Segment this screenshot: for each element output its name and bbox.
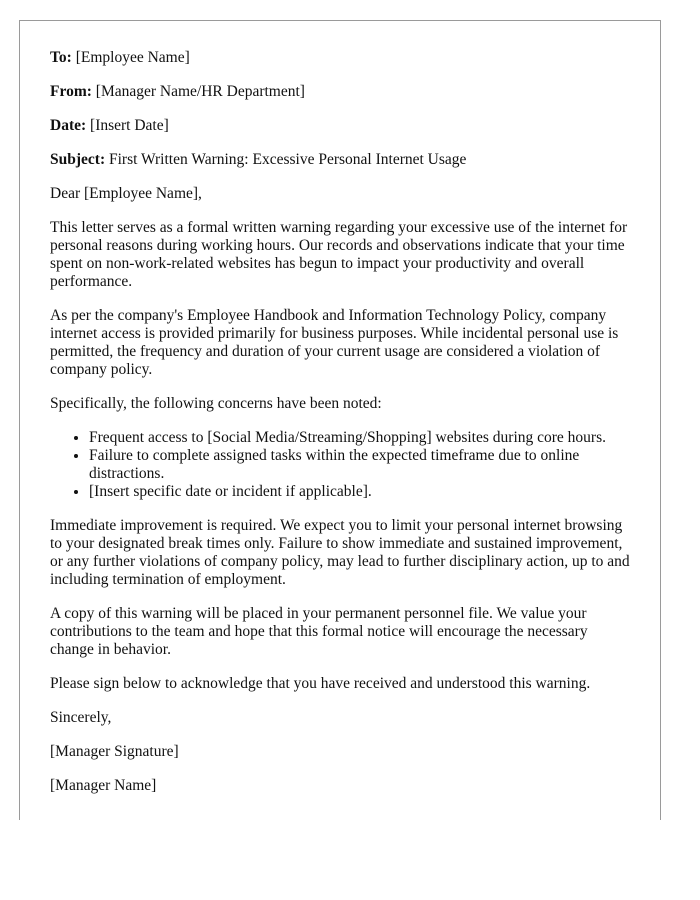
paragraph-intro: This letter serves as a formal written warning regarding your excessive use of the internet for personal reasons during working hours. Our records and observations indicate that your time spent on non-work-related websites has begun to impact your productivity and overall performance. xyxy=(50,219,628,290)
valediction: Sincerely, xyxy=(50,709,112,726)
to-label: To: xyxy=(50,49,72,66)
paragraph-policy: As per the company's Employee Handbook and Information Technology Policy, company internet access is provided primarily for business purposes. While incidental personal use is permitted, the frequency and duration of your current usage are considered a violation of company policy. xyxy=(50,307,619,378)
subject-line xyxy=(50,151,630,169)
list-item: • Failure to complete assigned tasks within the expected timeframe due to online distractions. xyxy=(89,447,630,483)
letter-page xyxy=(19,20,661,820)
date-line xyxy=(50,117,630,135)
manager-name: [Manager Name] xyxy=(50,777,157,794)
paragraph-acknowledge: Please sign below to acknowledge that you have received and understood this warning. xyxy=(50,675,591,692)
list-item: • [Insert specific date or incident if applicable]. xyxy=(89,483,630,501)
subject-label: Subject: xyxy=(50,151,106,168)
concerns-intro: Specifically, the following concerns have been noted: xyxy=(50,395,382,412)
paragraph-improvement: Immediate improvement is required. We expect you to limit your personal internet browsing to your designated break times only. Failure to show immediate and sustained improvement, or any further violations of company policy, may lead to further disciplinary action, up to and including termination of employment. xyxy=(50,517,630,588)
concerns-list xyxy=(50,429,630,501)
from-value: [Manager Name/HR Department] xyxy=(95,83,305,100)
salutation: Dear [Employee Name], xyxy=(50,185,202,202)
subject-value: First Written Warning: Excessive Personal Internet Usage xyxy=(108,151,467,168)
date-label: Date: xyxy=(50,117,87,134)
to-line xyxy=(50,49,630,67)
from-label: From: xyxy=(50,83,92,100)
list-item: • Frequent access to [Social Media/Streaming/Shopping] websites during core hours. xyxy=(89,429,630,447)
signature-placeholder: [Manager Signature] xyxy=(50,743,179,760)
to-value: [Employee Name] xyxy=(75,49,190,66)
paragraph-personnel-file: A copy of this warning will be placed in your permanent personnel file. We value your contributions to the team and hope that this formal notice will encourage the necessary change in behavior. xyxy=(50,605,588,658)
from-line xyxy=(50,83,630,101)
date-value: [Insert Date] xyxy=(90,117,169,134)
